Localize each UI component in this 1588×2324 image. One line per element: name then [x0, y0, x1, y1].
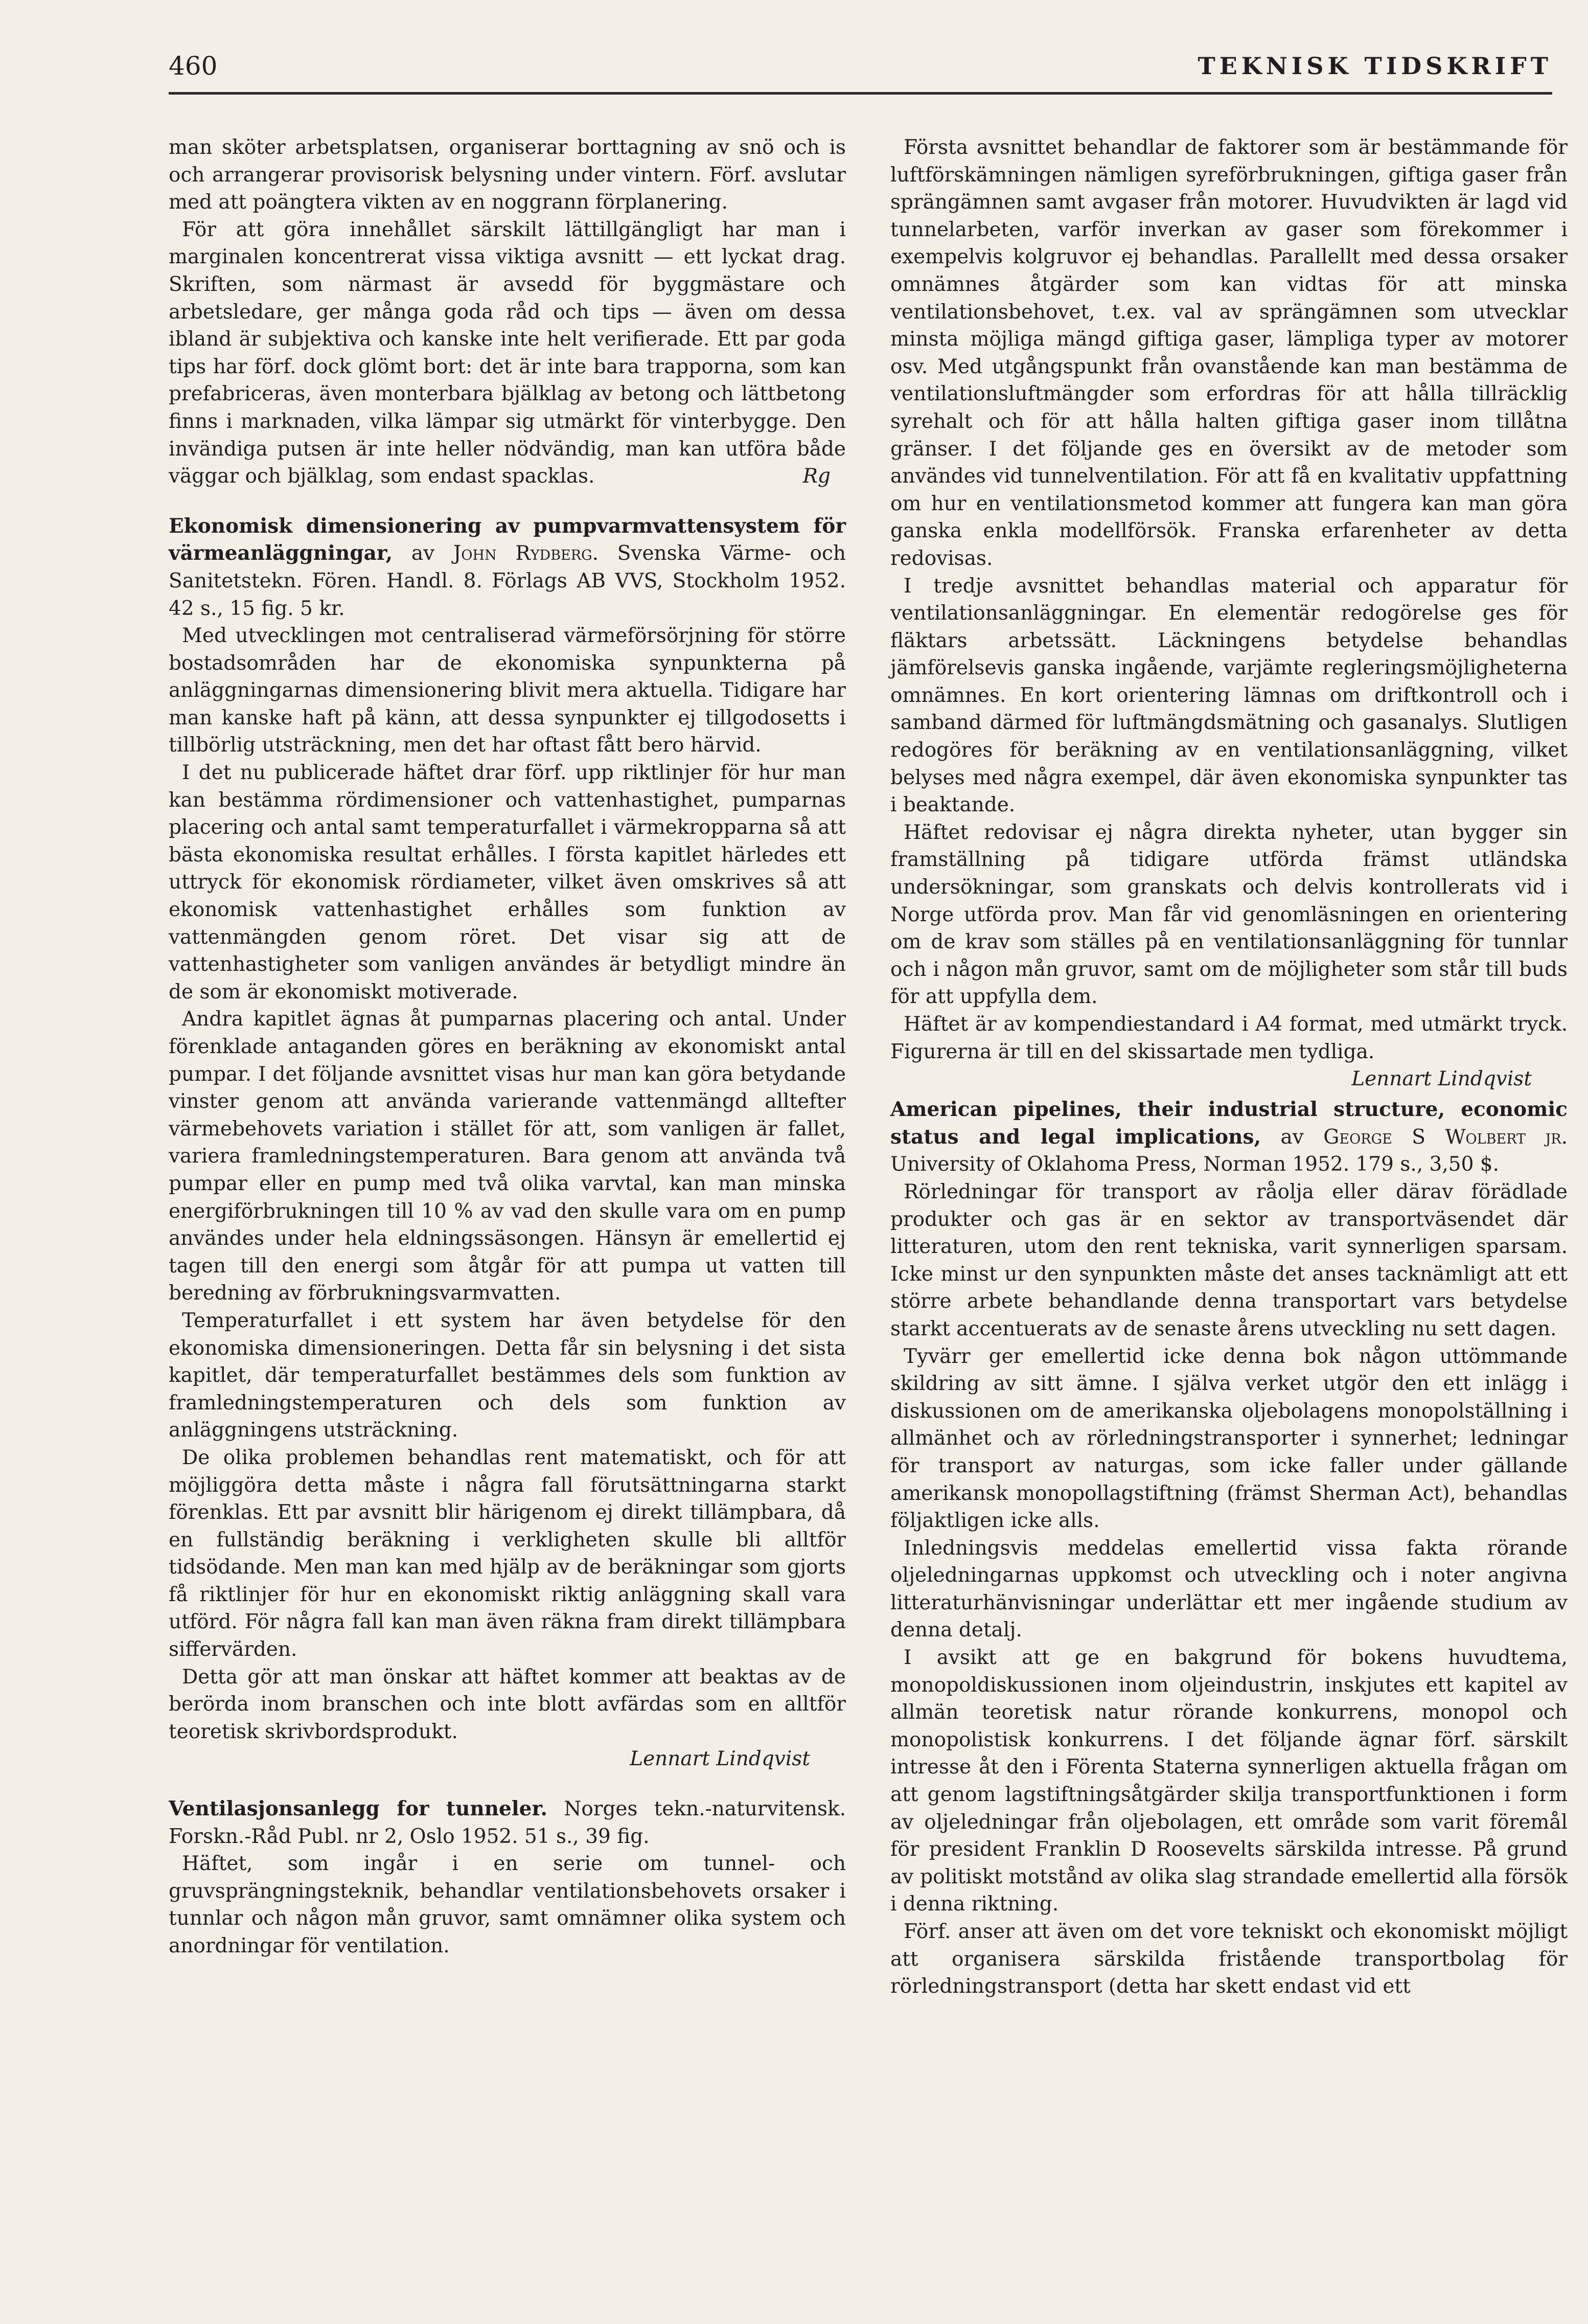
review-heading — [890, 1096, 1568, 1178]
paragraph-text: Häftet är av kompendiestandard i A4 format, med utmärkt tryck. Figurerna är till en del skissartade men tydliga. — [890, 1013, 1568, 1063]
review-tunnel-ventilation — [169, 1795, 846, 1960]
paragraph: Andra kapitlet ägnas åt pumparnas placering och antal. Under förenklade antaganden göres en beräkning av ekonomiskt antal pumpar. I det följande avsnittet visas hur man kan göra betydande vinster genom att använda varierande vattenmängd alltefter värmebehovets variation i stället för att, som vanligen är fallet, variera framledningstemperaturen. Bara genom att använda två pumpar eller en pump med två olika varvtal, kan man minska energiförbrukningen till 10 % av vad den skulle vara om en pump användes under hela eldningssäsongen. Hänsyn är emellertid ej tagen till den energi som åtgår för att pumpa ut vatten till beredning av förbrukningsvarmvatten. — [169, 1008, 846, 1305]
by-word: av — [1280, 1125, 1304, 1149]
paragraph: I det nu publicerade häftet drar förf. upp riktlinjer för hur man kan bestämma rördimensioner och vattenhastighet, pumparnas placering och antal samt temperaturfallet i värmekropparna så att bästa ekonomiska resultat erhålles. I första kapitlet härledes ett uttryck för ekonomisk rördiameter, vilket även omskrives så att ekonomisk vattenhastighet erhålles som funktion av vattenmängden genom röret. Det visar sig att de vattenhastigheter som vanligen användes är betydligt mindre än de som är ekonomiskt motiverade. — [169, 761, 846, 1004]
book-author: George S Wolbert jr — [1323, 1125, 1561, 1149]
paragraph: Rörledningar för transport av råolja eller därav förädlade produkter och gas är en sektor av transportväsendet där litteraturen, utom den rent tekniska, varit synnerligen sparsam. Icke minst ur den synpunkten måste det anses tacknämligt att ett större arbete behandlande denna transportart vars betydelse starkt accentuerats av de senaste årens utveckling nu sett dagen. — [890, 1180, 1568, 1340]
paragraph: Inledningsvis meddelas emellertid vissa fakta rörande oljeledningarnas uppkomst och utveckling och i noter angivna litteraturhänvisningar underlättar ett mer ingående studium av denna detalj. — [890, 1536, 1568, 1642]
paragraph: De olika problemen behandlas rent matematiskt, och för att möjliggöra detta måste i några fall förutsättningarna starkt förenklas. Ett par avsnitt blir härigenom ej direkt tillämpbara, då en fullständig beräkning i verkligheten skulle bli alltför tidsödande. Men man kan med hjälp av de beräkningar som gjorts få riktlinjer för hur en ekonomiskt riktig anläggning skall vara utförd. För några fall kan man även räkna fram direkt tillämpbara siffervärden. — [169, 1446, 846, 1661]
review-heading — [169, 1795, 846, 1850]
paragraph: Tyvärr ger emellertid icke denna bok någon uttömmande skildring av sitt ämne. I själva verket utgör den ett inlägg i diskussionen om de amerikanska oljebolagens monopolställning i allmänhet och av rörledningstransporter i synnerhet; ledningar för transport av naturgas, som icke faller under gällande amerikansk monopollagstiftning (främst Sherman Act), behandlas följaktligen icke alls. — [890, 1345, 1568, 1533]
book-title: Ekonomisk dimensionering av pumpvarmvattensystem för värmeanläggningar, — [169, 514, 846, 565]
reviewer-signature: Rg — [802, 465, 831, 488]
paragraph-text: För att göra innehållet särskilt lättillgängligt har man i marginalen koncentrerat vissa viktiga avsnitt — ett lyckat drag. Skriften, som närmast är avsedd för byggmästare och arbetsledare, ger många goda råd och tips — även om dessa ibland är subjektiva och kanske inte helt verifierade. Ett par goda tips har förf. dock glömt bort: det är inte bara trapporna, som kan prefabriceras, även monterbara bjälklag av betong och lättbetong finns i marknaden, vilka lämpar sig utmärkt för vinterbygge. Den invändiga putsen är inte heller nödvändig, man kan utföra både väggar och bjälklag, som endast spacklas. — [169, 218, 846, 488]
page-number: 460 — [169, 51, 218, 81]
paragraph: Temperaturfallet i ett system har även betydelse för den ekonomiska dimensioneringen. Detta får sin belysning i det sista kapitlet, där temperaturfallet bestämmes dels som funktion av framledningstemperaturen och dels som funktion av anläggningens utsträckning. — [169, 1309, 846, 1442]
paragraph: Med utvecklingen mot centraliserad värmeförsörjning för större bostadsområden har de ekonomiska synpunkterna på anläggningarnas dimensionering blivit mera aktuella. Tidigare har man kanske haft på känn, att dessa synpunkter ej tillgodosetts i tillbörlig utsträckning, men det har oftast fått bero härvid. — [169, 624, 846, 757]
book-details: . Svenska Värme- och Sanitetstekn. Fören. Handl. 8. Förlags AB VVS, Stockholm 1952. 42 s., 15 fig. 5 kr. — [169, 542, 846, 620]
left-column — [169, 134, 846, 1960]
page-header — [169, 51, 1552, 95]
paragraph: Detta gör att man önskar att häftet kommer att beaktas av de berörda inom branschen och inte blott avfärdas som en alltför teoretisk skrivbordsprodukt. — [169, 1665, 846, 1743]
book-title: Ventilasjonsanlegg for tunneler. — [169, 1797, 548, 1821]
paragraph — [169, 216, 846, 490]
book-title: American pipelines, their industrial structure, economic status and legal implications, — [890, 1098, 1568, 1149]
paragraph: Häftet, som ingår i en serie om tunnel- och gruvsprängningsteknik, behandlar ventilationsbehovets orsaker i tunnlar och någon mån gruvor, samt omnämner olika system och anordningar för ventilation. — [169, 1852, 846, 1957]
paragraph: Häftet redovisar ej några direkta nyheter, utan bygger sin framställning på tidigare utförda främst utländska undersökningar, som granskats och delvis kontrollerats vid i Norge utförda prov. Man får vid genomläsningen en orientering om de krav som ställes på en ventilationsanläggning för tunnlar och i någon mån gruvor, samt om de möjligheter som står till buds för att uppfylla dem. — [890, 821, 1568, 1009]
review-heading — [169, 513, 846, 622]
paragraph: man sköter arbetsplatsen, organiserar borttagning av snö och is och arrangerar provisorisk belysning under vintern. Förf. avslutar med att poängtera vikten av en noggrann förplanering. — [169, 136, 846, 214]
paragraph: Förf. anser att även om det vore tekniskt och ekonomiskt möjligt att organisera särskilda fristående transportbolag för rörledningstransport (detta har skett endast vid ett — [890, 1920, 1568, 1998]
paragraph: Första avsnittet behandlar de faktorer som är bestämmande för luftförskämningen nämligen syreförbrukningen, giftiga gaser från sprängämnen samt avgaser från motorer. Huvudvikten är lagd vid tunnelarbeten, varför inverkan av gaser som förekommer i exempelvis kolgruvor ej behandlas. Parallellt med dessa orsaker omnämnes åtgärder som kan vidtas för att minska ventilationsbehovet, t.ex. val av sprängämnen som utvecklar minsta möjliga mängd giftiga gaser, lämpliga typer av motorer osv. Med utgångspunkt från ovanstående kan man bestämma de ventilationsluftmängder som erfordras för att hålla tillräcklig syrehalt och för att hålla halten giftiga gaser inom tillåtna gränser. I det följande ges en översikt av de metoder som användes vid tunnelventilation. För att få en kvalitativ uppfattning om hur en ventilationsmetod kommer att fungera kan man göra ganska enkla modellförsök. Franska erfarenheter av detta redovisas. — [890, 136, 1568, 570]
reviewer-signature: Lennart Lindqvist — [630, 1747, 810, 1771]
right-column — [890, 134, 1568, 2000]
book-details: Norges tekn.-naturvitensk. Forskn.-Råd Publ. nr 2, Oslo 1952. 51 s., 39 fig. — [169, 1797, 846, 1848]
book-author: John Rydberg — [453, 542, 592, 565]
reviewer-signature: Lennart Lindqvist — [1351, 1067, 1532, 1091]
by-word: av — [411, 542, 435, 565]
review-pump-dimensioning — [169, 513, 846, 1773]
journal-title: TEKNISK TIDSKRIFT — [1198, 52, 1552, 80]
review-american-pipelines — [890, 1096, 1568, 2000]
paragraph — [890, 1011, 1568, 1091]
paragraph: I tredje avsnittet behandlas material och apparatur för ventilationsanläggningar. En elementär redogörelse ges för fläktars arbetssätt. Läckningens betydelse behandlas jämförelsevis ganska ingående, varjämte regleringsmöjligheterna omnämnes. En kort orientering lämnas om driftkontroll och i samband därmed för luftmängdsmätning och gasanalys. Slutligen redogöres för beräkning av en ventilationsanläggning, vilket belyses med några exempel, där även ekonomiska synpunkter tas i beaktande. — [890, 574, 1568, 817]
book-details: . University of Oklahoma Press, Norman 1952. 179 s., 3,50 $. — [890, 1125, 1568, 1176]
paragraph: I avsikt att ge en bakgrund för bokens huvudtema, monopoldiskussionen inom oljeindustrin, inskjutes ett kapitel av allmän teoretisk natur rörande konkurrens, monopol och monopolistisk konkurrens. I det följande ägnar förf. särskilt intresse åt den i Förenta Staterna synnerligen aktuella frågan om att genom lagstiftningsåtgärder skilja transportfunktionen i form av oljeledningar från oljebolagen, ett område som varit föremål för president Franklin D Roosevelts särskilda intresse. På grund av politiskt motstånd av olika slag strandade emellertid alla försök i denna riktning. — [890, 1646, 1568, 1916]
